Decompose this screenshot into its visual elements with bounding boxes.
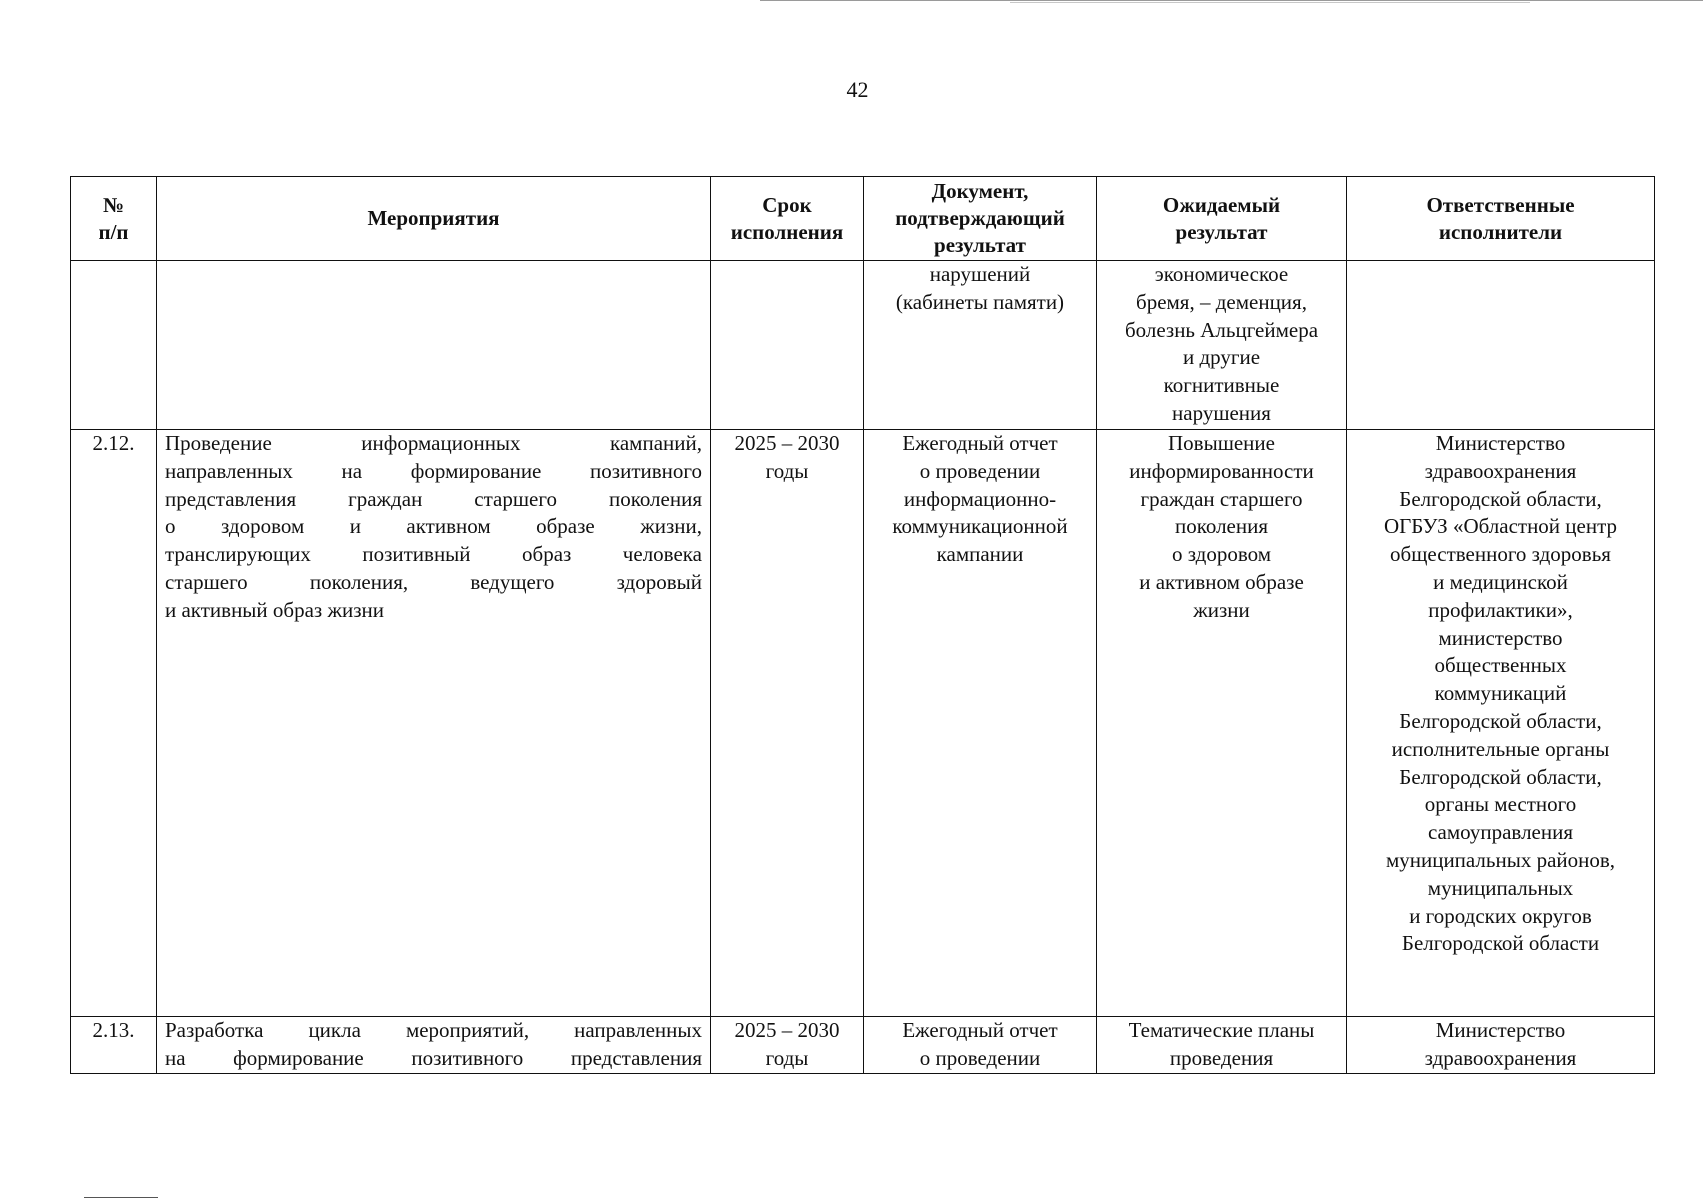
row-activity [157,261,711,430]
page-number: 42 [846,77,869,102]
row-number: 2.13. [71,1017,157,1074]
scan-edge-line [1010,2,1530,3]
activity-line: на формирование позитивного представления [165,1045,702,1070]
activity-line: старшего поколения, ведущего здоровый [165,569,702,594]
row-responsible: Министерство здравоохранения [1347,1017,1655,1074]
header-activity: Мероприятия [157,177,711,261]
activity-line: и активный образ жизни [165,597,384,622]
row-deadline: 2025 – 2030 годы [711,1017,864,1074]
row-deadline: 2025 – 2030 годы [711,430,864,1017]
table-row [71,430,1655,1017]
activity-line: Проведение информационных кампаний, [165,431,702,455]
row-result: Повышение информированности граждан старшего поколения о здоровом и активном образе жизни [1097,430,1347,1017]
row-result: экономическое бремя, – деменция, болезнь Альцгеймера и другие когнитивные нарушения [1097,261,1347,430]
header-result: Ожидаемый результат [1097,177,1347,261]
header-deadline: Срок исполнения [711,177,864,261]
row-result: Тематические планы проведения [1097,1017,1347,1074]
row-activity [157,430,711,1017]
activities-table [70,176,1655,1074]
row-responsible [1347,261,1655,430]
header-number: № п/п [71,177,157,261]
row-document: Ежегодный отчет о проведении [864,1017,1097,1074]
activity-line: направленных на формирование позитивного [165,458,702,483]
activity-line: о здоровом и активном образе жизни, [165,514,702,539]
header-responsible: Ответственные исполнители [1347,177,1655,261]
header-document: Документ, подтверждающий результат [864,177,1097,261]
row-deadline [711,261,864,430]
scan-edge-line [760,0,1703,1]
table-header-row [71,177,1655,261]
activity-line: представления граждан старшего поколения [165,486,702,511]
footnote-rule [84,1197,158,1198]
table-row [71,261,1655,430]
row-document: нарушений (кабинеты памяти) [864,261,1097,430]
row-responsible: Министерство здравоохранения Белгородской области, ОГБУЗ «Областной центр общественного здоровья и медицинской профилактики», министерство общественных коммуникаций Белгородской области, исполнительные органы Белгородской области, органы местного самоуправления муниципальных районов, муниципальных и городских округов Белгородской области [1347,430,1655,1017]
row-document: Ежегодный отчет о проведении информационно- коммуникационной кампании [864,430,1097,1017]
activity-line: транслирующих позитивный образ человека [165,542,702,567]
activity-line: Разработка цикла мероприятий, направленных [165,1018,702,1042]
table-row [71,1017,1655,1074]
row-number [71,261,157,430]
row-activity [157,1017,711,1074]
row-number: 2.12. [71,430,157,1017]
